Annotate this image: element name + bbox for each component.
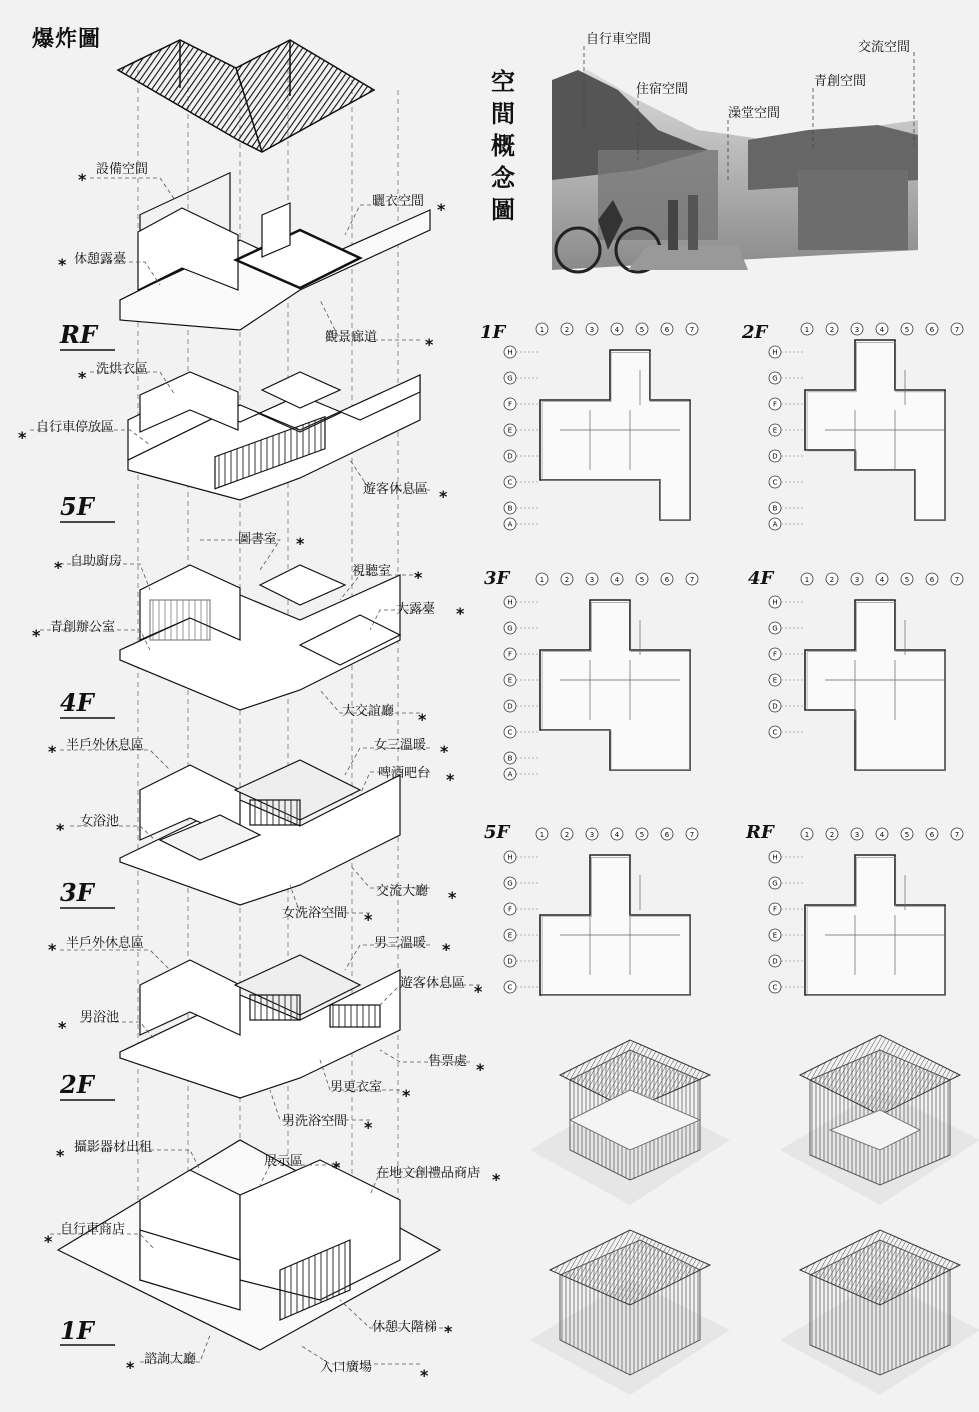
grid-row-label: D — [507, 957, 513, 966]
grid-row-label: C — [772, 478, 778, 487]
grid-col-label: 4 — [614, 326, 620, 334]
grid-row-label: E — [772, 676, 778, 685]
grid-row-label: C — [772, 728, 778, 737]
grid-row-label: G — [507, 624, 513, 633]
asterisk: * — [364, 1118, 373, 1137]
grid-row-label: H — [772, 598, 778, 607]
grid-row-label: B — [772, 504, 778, 513]
grid-col-label: 5 — [904, 576, 910, 584]
grid-row-label: H — [772, 348, 778, 357]
asterisk: * — [402, 1086, 411, 1105]
label-5f-laundry: 洗烘衣區 — [96, 362, 149, 377]
label-1f-big-stairs: 休憩大階梯 — [372, 1320, 438, 1335]
grid-col-label: 7 — [954, 326, 960, 334]
grid-row-label: D — [507, 702, 513, 711]
asterisk: * — [440, 742, 449, 761]
grid-row-label: E — [507, 426, 513, 435]
grid-row-label: C — [507, 478, 513, 487]
asterisk: * — [442, 940, 451, 959]
asterisk: * — [456, 604, 465, 623]
grid-row-label: G — [772, 624, 778, 633]
concept-label-exchange: 交流空間 — [858, 40, 911, 55]
asterisk: * — [58, 1018, 67, 1037]
grid-row-label: G — [772, 374, 778, 383]
grid-col-label: 1 — [804, 576, 810, 584]
plan-outline — [805, 855, 945, 995]
grid-col-label: 6 — [929, 576, 935, 584]
render-view-1 — [530, 1040, 730, 1205]
label-4f-kitchen: 自助廚房 — [70, 554, 123, 569]
grid-col-label: 4 — [879, 326, 885, 334]
grid-row-label: F — [772, 400, 778, 409]
grid-col-label: 7 — [954, 831, 960, 839]
concept-label-startup: 青創空間 — [814, 74, 867, 89]
grid-col-label: 5 — [639, 831, 645, 839]
label-1f-camera-rental: 攝影器材出租 — [74, 1140, 153, 1155]
plan-label-3f: 3F — [484, 568, 510, 589]
grid-row-label: E — [772, 426, 778, 435]
label-rf-drying: 曬衣空間 — [372, 194, 425, 209]
label-2f-male-pool: 男浴池 — [80, 1010, 120, 1025]
grid-row-label: F — [507, 650, 513, 659]
asterisk: * — [444, 1322, 453, 1341]
render-view-4 — [780, 1230, 979, 1395]
grid-row-label: E — [507, 931, 513, 940]
grid-col-label: 6 — [929, 831, 935, 839]
grid-col-label: 2 — [829, 576, 835, 584]
grid-col-label: 7 — [689, 326, 695, 334]
plan-label-1f: 1F — [480, 322, 506, 343]
floor-label-2f: 2F — [60, 1070, 94, 1099]
label-2f-semi-outdoor: 半戶外休息區 — [66, 936, 145, 951]
label-1f-bike-shop: 自行車商店 — [60, 1222, 126, 1237]
asterisk: * — [18, 428, 27, 447]
grid-col-label: 4 — [614, 831, 620, 839]
label-4f-big-terrace: 大露臺 — [396, 602, 436, 617]
label-1f-entrance-plaza: 入口廣場 — [320, 1360, 373, 1375]
grid-row-label: G — [772, 879, 778, 888]
plan-label-rf: RF — [746, 822, 774, 843]
grid-col-label: 5 — [639, 326, 645, 334]
grid-row-label: G — [507, 374, 513, 383]
floor-3f — [120, 760, 400, 905]
plan-outline — [540, 600, 690, 770]
grid-col-label: 3 — [854, 326, 860, 334]
grid-row-label: C — [507, 728, 513, 737]
grid-col-label: 1 — [539, 326, 545, 334]
grid-col-label: 5 — [904, 326, 910, 334]
grid-row-label: B — [507, 504, 513, 513]
label-3f-beer-bar: 啤酒吧台 — [378, 766, 431, 781]
label-2f-ticket: 售票處 — [428, 1054, 468, 1069]
asterisk: * — [364, 910, 373, 929]
label-1f-info-hall: 諮詢大廳 — [144, 1352, 197, 1367]
grid-row-label: E — [507, 676, 513, 685]
label-2f-male-bath: 男洗浴空間 — [282, 1114, 348, 1129]
asterisk: * — [476, 1060, 485, 1079]
floor-label-1f: 1F — [60, 1316, 94, 1345]
grid-col-label: 1 — [539, 576, 545, 584]
asterisk: * — [425, 335, 434, 354]
concept-title: 空 間 概 念 圖 — [491, 68, 515, 224]
grid-col-label: 6 — [664, 326, 670, 334]
grid-row-label: D — [772, 452, 778, 461]
plan-3F — [504, 573, 698, 780]
grid-col-label: 7 — [954, 576, 960, 584]
label-5f-visitor-rest: 遊客休息區 — [363, 482, 429, 497]
plan-RF — [769, 828, 963, 995]
render-view-3 — [530, 1230, 730, 1395]
label-3f-female-sauna: 女三溫暖 — [374, 738, 427, 753]
grid-row-label: F — [772, 650, 778, 659]
grid-row-label: F — [507, 400, 513, 409]
asterisk: * — [48, 742, 57, 761]
grid-row-label: A — [507, 520, 513, 529]
grid-col-label: 2 — [564, 576, 570, 584]
roof-volume — [118, 40, 374, 152]
grid-row-label: F — [507, 905, 513, 914]
render-view-2 — [780, 1035, 979, 1205]
grid-col-label: 6 — [664, 831, 670, 839]
massing-renders — [520, 1030, 979, 1400]
grid-col-label: 4 — [614, 576, 620, 584]
grid-col-label: 2 — [829, 831, 835, 839]
grid-col-label: 3 — [589, 831, 595, 839]
grid-row-label: H — [507, 348, 513, 357]
asterisk: * — [44, 1232, 53, 1251]
plan-label-4f: 4F — [748, 568, 774, 589]
grid-col-label: 2 — [564, 831, 570, 839]
grid-row-label: H — [507, 853, 513, 862]
asterisk: * — [420, 1366, 429, 1385]
plan-2F — [769, 323, 963, 530]
grid-col-label: 3 — [854, 831, 860, 839]
grid-col-label: 6 — [664, 576, 670, 584]
asterisk: * — [414, 568, 423, 587]
grid-row-label: C — [772, 983, 778, 992]
grid-col-label: 1 — [539, 831, 545, 839]
label-2f-male-locker: 男更衣室 — [330, 1080, 383, 1095]
label-rf-corridor: 觀景廊道 — [325, 330, 378, 345]
asterisk: * — [32, 626, 41, 645]
concept-label-bike: 自行車空間 — [586, 32, 652, 47]
label-5f-bike-parking: 自行車停放區 — [36, 420, 115, 435]
asterisk: * — [437, 200, 446, 219]
grid-col-label: 5 — [639, 576, 645, 584]
floor-label-4f: 4F — [60, 688, 94, 717]
label-3f-semi-outdoor: 半戶外休息區 — [66, 738, 145, 753]
label-3f-exchange-hall: 交流大廳 — [376, 884, 429, 899]
label-1f-exhibition: 展示區 — [264, 1154, 304, 1169]
asterisk: * — [58, 255, 67, 274]
grid-row-label: D — [772, 957, 778, 966]
grid-row-label: G — [507, 879, 513, 888]
asterisk: * — [78, 368, 87, 387]
asterisk: * — [48, 940, 57, 959]
grid-row-label: C — [507, 983, 513, 992]
label-4f-lounge: 大交誼廳 — [342, 704, 395, 719]
grid-col-label: 7 — [689, 576, 695, 584]
grid-row-label: E — [772, 931, 778, 940]
plan-outline — [540, 855, 690, 995]
grid-row-label: B — [507, 754, 513, 763]
asterisk: * — [448, 888, 457, 907]
grid-col-label: 4 — [879, 576, 885, 584]
plan-1F — [504, 323, 698, 530]
grid-row-label: A — [507, 770, 513, 779]
explosion-title: 爆炸圖 — [32, 27, 102, 52]
label-4f-library: 圖書室 — [238, 532, 278, 547]
label-4f-av-room: 視聽室 — [352, 564, 392, 579]
plan-outline — [805, 600, 945, 770]
floor-label-rf: RF — [60, 320, 97, 349]
grid-col-label: 1 — [804, 831, 810, 839]
asterisk: * — [56, 1146, 65, 1165]
asterisk: * — [126, 1358, 135, 1377]
grid-col-label: 3 — [589, 326, 595, 334]
label-2f-visitor-rest: 遊客休息區 — [400, 976, 466, 991]
label-rf-terrace: 休憩露臺 — [74, 252, 127, 267]
grid-col-label: 3 — [589, 576, 595, 584]
grid-row-label: H — [507, 598, 513, 607]
label-4f-startup-office: 青創辦公室 — [50, 620, 116, 635]
grid-row-label: A — [772, 520, 778, 529]
asterisk: * — [439, 487, 448, 506]
grid-row-label: D — [772, 702, 778, 711]
grid-row-label: F — [772, 905, 778, 914]
asterisk: * — [474, 982, 483, 1001]
floor-4f — [120, 565, 400, 710]
grid-col-label: 2 — [829, 326, 835, 334]
label-3f-female-bath: 女洗浴空間 — [282, 906, 348, 921]
asterisk: * — [492, 1170, 501, 1189]
plan-4F — [769, 573, 963, 770]
asterisk: * — [418, 710, 427, 729]
asterisk: * — [296, 534, 305, 553]
concept-label-bath: 澡堂空間 — [728, 106, 781, 121]
label-rf-equipment: 設備空間 — [96, 162, 149, 177]
grid-row-label: D — [507, 452, 513, 461]
grid-row-label: H — [772, 853, 778, 862]
grid-col-label: 6 — [929, 326, 935, 334]
asterisk: * — [78, 170, 87, 189]
label-2f-male-sauna: 男三溫暖 — [374, 936, 427, 951]
grid-col-label: 4 — [879, 831, 885, 839]
plan-label-5f: 5F — [484, 822, 510, 843]
grid-col-label: 1 — [804, 326, 810, 334]
asterisk: * — [56, 820, 65, 839]
floor-label-3f: 3F — [60, 878, 94, 907]
concept-collage — [548, 20, 928, 280]
asterisk: * — [446, 770, 455, 789]
grid-col-label: 5 — [904, 831, 910, 839]
plan-5F — [504, 828, 698, 995]
asterisk: * — [332, 1158, 341, 1177]
floor-label-5f: 5F — [60, 492, 94, 521]
grid-col-label: 3 — [854, 576, 860, 584]
plan-outline — [540, 350, 690, 520]
concept-label-lodging: 住宿空間 — [636, 82, 689, 97]
asterisk: * — [54, 558, 63, 577]
grid-col-label: 2 — [564, 326, 570, 334]
label-1f-gift-shop: 在地文創禮品商店 — [376, 1166, 481, 1181]
label-3f-female-pool: 女浴池 — [80, 814, 120, 829]
floor-plans — [480, 310, 979, 1010]
grid-col-label: 7 — [689, 831, 695, 839]
plan-label-2f: 2F — [742, 322, 768, 343]
